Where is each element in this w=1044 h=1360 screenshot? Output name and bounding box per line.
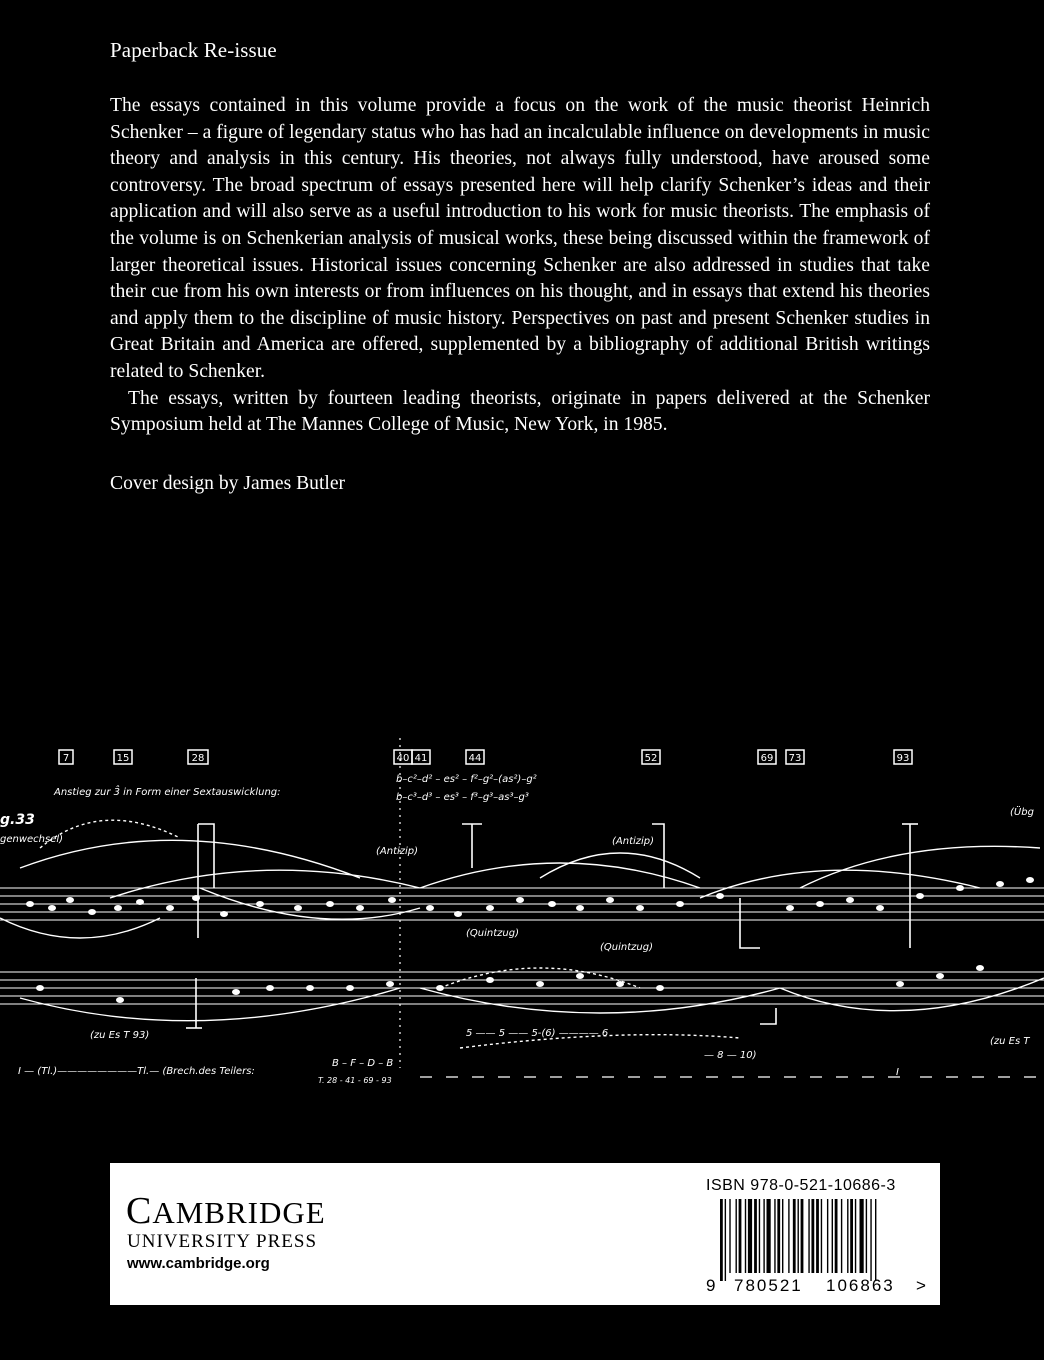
barcode-bar <box>798 1199 799 1273</box>
barcode-digit-prefix: 9 <box>706 1276 716 1295</box>
barcode-bar <box>759 1199 760 1273</box>
barcode-bar <box>782 1199 783 1273</box>
publisher-subtitle: UNIVERSITY PRESS <box>127 1231 318 1252</box>
isbn-barcode <box>706 1199 930 1295</box>
description-paragraph: The essays contained in this volume provide a focus on the work of the music theorist Heinrich Schenker – a figure of legendary status who has had an incalculable influence on developments in music theory and analysis in this century. His theories, not always fully understood, have aroused some controversy. The broad spectrum of essays presented here will help clarify Schenker’s ideas and their application and will also serve as a useful introduction to his work for music theorists. The emphasis of the volume is on Schenkerian analysis of musical works, these being discussed within the framework of larger theoretical issues. Historical issues concerning Schenker are also addressed in studies that take their cue from his own interests or from influences on his thought, and in essays that extend his theories and apply them to the discipline of music history. Perspectives on past and present Schenker studies in Great Britain and America are offered, supplemented by a bibliography of additional British writings related to Schenker. <box>110 95 930 382</box>
barcode-digits-left: 780521 <box>734 1276 803 1295</box>
cover-credit: Cover design by James Butler <box>110 472 346 494</box>
score-caption: Anstieg zur 3̂ in Form einer Sextauswicklung: <box>54 787 281 798</box>
barcode-bar <box>816 1199 819 1273</box>
antizip-label: (Antizip) <box>376 846 419 857</box>
barcode-digits-right: 106863 <box>826 1276 895 1295</box>
isbn-label: ISBN 978-0-521-10686-3 <box>706 1177 896 1194</box>
brech-notes: B – F – D – B <box>332 1058 394 1069</box>
barcode-bar <box>745 1199 746 1273</box>
quintzug-label: (Quintzug) <box>466 928 519 939</box>
barcode-bar <box>736 1199 737 1273</box>
barcode-bar <box>811 1199 814 1273</box>
barcode-bar <box>841 1199 842 1273</box>
publisher-imprint-panel <box>110 1163 940 1305</box>
barcode-bar <box>739 1199 742 1273</box>
zu-es-label-2: (zu Es T <box>990 1036 1030 1047</box>
barcode-bar <box>720 1199 723 1281</box>
barcode-bar <box>866 1199 867 1273</box>
barcode-bar <box>725 1199 726 1281</box>
barcode-bar <box>821 1199 822 1273</box>
measure-number: 69 <box>760 753 774 764</box>
measure-number: 93 <box>896 753 910 764</box>
roman-one: I <box>896 1067 899 1078</box>
barcode-bar <box>767 1199 771 1273</box>
measure-number: 52 <box>644 753 658 764</box>
publisher-website: www.cambridge.org <box>127 1255 270 1272</box>
top-line-2: b–c³–d³ – es³ – f³–g³–as³–g³ <box>396 792 529 803</box>
bass-line-label: I — (Tl.)————————Tl.— (Brech.des Teilers: <box>18 1066 255 1077</box>
barcode-bar <box>774 1199 775 1273</box>
barcode-bar <box>793 1199 796 1273</box>
barcode-bar <box>835 1199 838 1273</box>
eight-ten-label: — 8 — 10) <box>704 1050 757 1061</box>
left-label: genwechsel) <box>0 834 64 845</box>
back-cover-text <box>110 38 930 495</box>
five-six-label: 5 —— 5 —— 5-(6) ———— 6 <box>466 1028 609 1039</box>
measure-number: 73 <box>788 753 802 764</box>
antizip-label-2: (Antizip) <box>612 836 655 847</box>
barcode-bar <box>847 1199 848 1273</box>
lower-staff <box>0 972 1044 1004</box>
barcode-bar <box>777 1199 780 1273</box>
barcode-bar <box>808 1199 809 1273</box>
ubergang-label: (Übg <box>1010 807 1034 818</box>
barcode-bar <box>788 1199 789 1273</box>
barcode-bar <box>870 1199 871 1281</box>
publisher-logo-name: CAMBRIDGE <box>126 1190 326 1232</box>
barcode-bar <box>855 1199 856 1273</box>
barcode-bar <box>801 1199 804 1273</box>
barcode-bar <box>729 1199 730 1273</box>
measure-number: 7 <box>62 753 70 764</box>
barcode-bar <box>875 1199 876 1281</box>
measure-number-boxes <box>59 750 912 764</box>
barcode-bar <box>754 1199 757 1273</box>
quintzug-label-2: (Quintzug) <box>600 942 653 953</box>
slurs <box>0 820 1044 1048</box>
barcode-bar <box>850 1199 853 1273</box>
heading: Paperback Re-issue <box>110 38 277 62</box>
brech-measures: T. 28 - 41 - 69 - 93 <box>318 1076 392 1085</box>
top-line-1: b–c²–d² – es² – f²–g²–(as²)–g² <box>396 774 537 785</box>
music-score-illustration <box>0 738 1044 1098</box>
measure-number: 15 <box>116 753 130 764</box>
upper-staff <box>0 888 1044 920</box>
measure-number: 41 <box>414 753 428 764</box>
measure-number: 40 <box>396 753 410 764</box>
barcode-bar <box>860 1199 864 1273</box>
barcode-bar <box>827 1199 828 1273</box>
measure-number: 28 <box>191 753 205 764</box>
barcode-digit-suffix: > <box>916 1276 926 1295</box>
origin-paragraph: The essays, written by fourteen leading theorists, originate in papers delivered at the Schenker Symposium held at The Mannes College of Music, New York, in 1985. <box>110 387 930 436</box>
barcode-bar <box>763 1199 764 1273</box>
zu-es-label: (zu Es T 93) <box>90 1030 150 1041</box>
barcode-bar <box>832 1199 833 1273</box>
measure-number: 44 <box>468 753 482 764</box>
figure-label: g.33 <box>0 812 35 828</box>
barcode-bar <box>748 1199 752 1273</box>
